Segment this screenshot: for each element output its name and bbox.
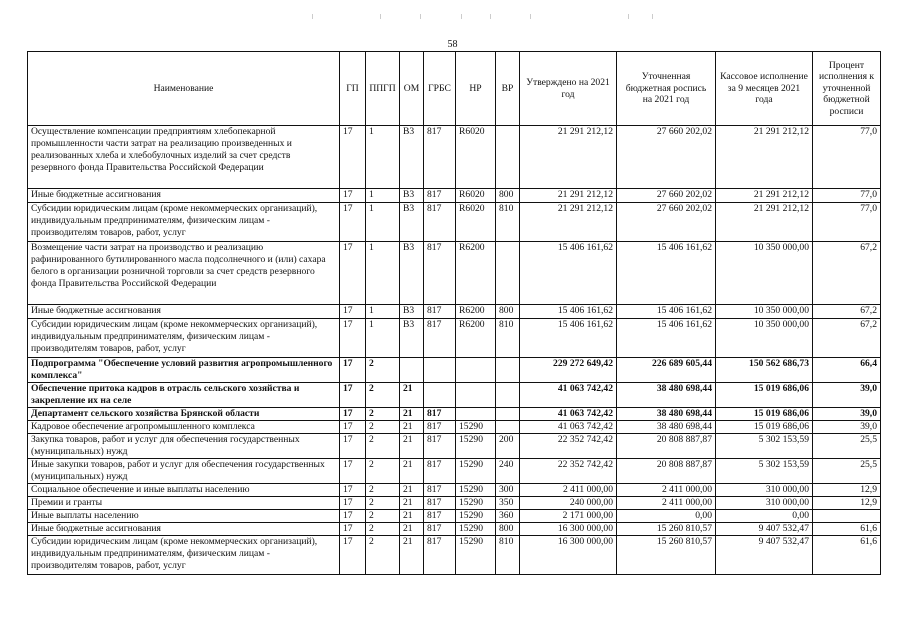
- cell-om: 21: [400, 434, 424, 459]
- cell-grbs: 817: [424, 497, 456, 510]
- cell-np: 15290: [456, 523, 496, 536]
- cell-refined: 38 480 698,44: [617, 421, 716, 434]
- cell-om: В3: [400, 126, 424, 189]
- cell-vr: 240: [496, 459, 520, 484]
- table-row: [28, 421, 881, 434]
- cell-vr: 810: [496, 319, 520, 358]
- cell-gp: 17: [340, 319, 366, 358]
- header-refined: Уточненная бюджетная роспись на 2021 год: [617, 52, 716, 126]
- cell-vr: [496, 421, 520, 434]
- cell-om: 21: [400, 523, 424, 536]
- cell-vr: [496, 408, 520, 421]
- cell-om: 21: [400, 421, 424, 434]
- cell-ppgp: 1: [366, 189, 400, 203]
- cell-vr: [496, 383, 520, 408]
- cell-gp: 17: [340, 459, 366, 484]
- cell-grbs: 817: [424, 203, 456, 242]
- cell-ppgp: 1: [366, 126, 400, 189]
- cell-np: R6020: [456, 203, 496, 242]
- cell-name: Подпрограмма "Обеспечение условий развития агропромышленного комплекса": [28, 358, 340, 383]
- cell-percent: 77,0: [813, 126, 881, 189]
- cell-grbs: 817: [424, 459, 456, 484]
- cell-om: В3: [400, 242, 424, 305]
- cell-cash: 10 350 000,00: [716, 319, 813, 358]
- cell-name: Иные бюджетные ассигнования: [28, 523, 340, 536]
- cell-percent: 61,6: [813, 536, 881, 575]
- cell-percent: 12,9: [813, 484, 881, 497]
- cell-ppgp: 1: [366, 242, 400, 305]
- cell-grbs: 817: [424, 434, 456, 459]
- page-number: 58: [447, 39, 458, 50]
- cell-cash: 15 019 686,06: [716, 421, 813, 434]
- table-row: [28, 203, 881, 242]
- cell-np: 15290: [456, 459, 496, 484]
- header-grbs: ГРБС: [424, 52, 456, 126]
- cell-grbs: 817: [424, 536, 456, 575]
- cell-approved: 41 063 742,42: [520, 421, 617, 434]
- cell-om: [400, 358, 424, 383]
- cell-percent: 39,0: [813, 408, 881, 421]
- cell-gp: 17: [340, 242, 366, 305]
- cell-gp: 17: [340, 421, 366, 434]
- cell-grbs: 817: [424, 523, 456, 536]
- cell-refined: 20 808 887,87: [617, 459, 716, 484]
- cell-np: 15290: [456, 421, 496, 434]
- cell-refined: 20 808 887,87: [617, 434, 716, 459]
- cell-gp: 17: [340, 203, 366, 242]
- cell-approved: 22 352 742,42: [520, 434, 617, 459]
- cell-approved: 229 272 649,42: [520, 358, 617, 383]
- cell-grbs: 817: [424, 484, 456, 497]
- cell-ppgp: 2: [366, 408, 400, 421]
- cell-grbs: 817: [424, 319, 456, 358]
- table-row: [28, 510, 881, 523]
- cell-cash: 10 350 000,00: [716, 242, 813, 305]
- cell-approved: 21 291 212,12: [520, 189, 617, 203]
- header-name: Наименование: [28, 52, 340, 126]
- cell-vr: 810: [496, 203, 520, 242]
- cell-vr: 800: [496, 523, 520, 536]
- table-row: [28, 126, 881, 189]
- cell-name: Социальное обеспечение и иные выплаты населению: [28, 484, 340, 497]
- cell-percent: 12,9: [813, 497, 881, 510]
- cell-refined: 38 480 698,44: [617, 408, 716, 421]
- table-header-row: [28, 52, 881, 126]
- cell-grbs: 817: [424, 305, 456, 319]
- header-vr: ВР: [496, 52, 520, 126]
- cell-ppgp: 2: [366, 497, 400, 510]
- cell-ppgp: 2: [366, 358, 400, 383]
- cell-approved: 16 300 000,00: [520, 536, 617, 575]
- cell-vr: 800: [496, 189, 520, 203]
- cell-ppgp: 1: [366, 203, 400, 242]
- table-row: [28, 484, 881, 497]
- cell-grbs: [424, 383, 456, 408]
- cell-approved: 21 291 212,12: [520, 126, 617, 189]
- cell-np: R6200: [456, 319, 496, 358]
- cell-percent: [813, 510, 881, 523]
- cell-approved: 41 063 742,42: [520, 408, 617, 421]
- cell-ppgp: 2: [366, 434, 400, 459]
- cell-om: В3: [400, 189, 424, 203]
- cell-approved: 21 291 212,12: [520, 203, 617, 242]
- cell-ppgp: 2: [366, 459, 400, 484]
- cell-vr: [496, 242, 520, 305]
- header-om: ОМ: [400, 52, 424, 126]
- cell-gp: 17: [340, 484, 366, 497]
- cell-percent: 25,5: [813, 459, 881, 484]
- table-row: [28, 408, 881, 421]
- cell-gp: 17: [340, 536, 366, 575]
- cell-om: 21: [400, 408, 424, 421]
- cell-name: Премии и гранты: [28, 497, 340, 510]
- cell-name: Осуществление компенсации предприятиям хлебопекарной промышленности части затрат на реализацию произведенных и реализованных хлеба и хлебобулочных изделий за счет средств резервного фонда Правительства Российской Федерации: [28, 126, 340, 189]
- cell-refined: 0,00: [617, 510, 716, 523]
- cell-percent: 67,2: [813, 319, 881, 358]
- cell-grbs: 817: [424, 421, 456, 434]
- cell-gp: 17: [340, 523, 366, 536]
- cell-ppgp: 2: [366, 536, 400, 575]
- cell-ppgp: 1: [366, 305, 400, 319]
- table-row: [28, 305, 881, 319]
- cell-cash: 0,00: [716, 510, 813, 523]
- cell-om: 21: [400, 383, 424, 408]
- table-row: [28, 523, 881, 536]
- cell-name: Возмещение части затрат на производство и реализацию рафинированного бутилированного масла подсолнечного и (или) сахара белого в организации розничной торговли за счет средств резервного фонда Правительства Российской Федерации: [28, 242, 340, 305]
- cell-ppgp: 2: [366, 523, 400, 536]
- cell-percent: 77,0: [813, 189, 881, 203]
- cell-om: 21: [400, 536, 424, 575]
- cell-cash: 21 291 212,12: [716, 126, 813, 189]
- table-row: [28, 319, 881, 358]
- cell-refined: 38 480 698,44: [617, 383, 716, 408]
- header-np: НР: [456, 52, 496, 126]
- cell-approved: 240 000,00: [520, 497, 617, 510]
- cell-vr: 300: [496, 484, 520, 497]
- cell-ppgp: 2: [366, 383, 400, 408]
- cell-ppgp: 1: [366, 319, 400, 358]
- cell-approved: 2 171 000,00: [520, 510, 617, 523]
- cell-om: В3: [400, 203, 424, 242]
- cell-gp: 17: [340, 434, 366, 459]
- cell-refined: 15 406 161,62: [617, 242, 716, 305]
- table-row: [28, 459, 881, 484]
- table-row: [28, 358, 881, 383]
- cell-np: R6020: [456, 126, 496, 189]
- table-row: [28, 383, 881, 408]
- header-percent: Процент исполнения к уточненной бюджетной росписи: [813, 52, 881, 126]
- table-row: [28, 242, 881, 305]
- cell-vr: 360: [496, 510, 520, 523]
- scan-top-marks: [0, 14, 905, 20]
- cell-approved: 2 411 000,00: [520, 484, 617, 497]
- cell-grbs: 817: [424, 408, 456, 421]
- cell-np: 15290: [456, 510, 496, 523]
- cell-om: 21: [400, 497, 424, 510]
- cell-cash: 9 407 532,47: [716, 536, 813, 575]
- cell-name: Департамент сельского хозяйства Брянской области: [28, 408, 340, 421]
- cell-om: В3: [400, 305, 424, 319]
- cell-cash: 9 407 532,47: [716, 523, 813, 536]
- cell-refined: 15 260 810,57: [617, 536, 716, 575]
- cell-gp: 17: [340, 497, 366, 510]
- cell-cash: 310 000,00: [716, 484, 813, 497]
- cell-vr: 350: [496, 497, 520, 510]
- cell-grbs: [424, 358, 456, 383]
- cell-name: Субсидии юридическим лицам (кроме некоммерческих организаций), индивидуальным предпринимателям, физическим лицам - производителям товаров, работ, услуг: [28, 536, 340, 575]
- cell-grbs: 817: [424, 126, 456, 189]
- table-row: [28, 536, 881, 575]
- cell-percent: 66,4: [813, 358, 881, 383]
- cell-gp: 17: [340, 126, 366, 189]
- cell-np: [456, 408, 496, 421]
- cell-np: 15290: [456, 536, 496, 575]
- cell-np: 15290: [456, 434, 496, 459]
- cell-approved: 16 300 000,00: [520, 523, 617, 536]
- cell-cash: 21 291 212,12: [716, 203, 813, 242]
- cell-om: 21: [400, 484, 424, 497]
- cell-name: Кадровое обеспечение агропромышленного комплекса: [28, 421, 340, 434]
- cell-percent: 25,5: [813, 434, 881, 459]
- cell-percent: 39,0: [813, 421, 881, 434]
- cell-name: Закупка товаров, работ и услуг для обеспечения государственных (муниципальных) нужд: [28, 434, 340, 459]
- cell-cash: 15 019 686,06: [716, 408, 813, 421]
- cell-om: 21: [400, 510, 424, 523]
- cell-refined: 27 660 202,02: [617, 189, 716, 203]
- cell-np: R6020: [456, 189, 496, 203]
- cell-approved: 41 063 742,42: [520, 383, 617, 408]
- cell-percent: 67,2: [813, 305, 881, 319]
- cell-np: [456, 358, 496, 383]
- cell-cash: 310 000,00: [716, 497, 813, 510]
- cell-om: 21: [400, 459, 424, 484]
- cell-np: 15290: [456, 484, 496, 497]
- table-row: [28, 497, 881, 510]
- cell-grbs: 817: [424, 242, 456, 305]
- cell-np: R6200: [456, 242, 496, 305]
- cell-cash: 5 302 153,59: [716, 459, 813, 484]
- cell-approved: 15 406 161,62: [520, 305, 617, 319]
- cell-np: R6200: [456, 305, 496, 319]
- cell-name: Субсидии юридическим лицам (кроме некоммерческих организаций), индивидуальным предпринимателям, физическим лицам - производителям товаров, работ, услуг: [28, 203, 340, 242]
- cell-vr: 800: [496, 305, 520, 319]
- cell-gp: 17: [340, 510, 366, 523]
- cell-gp: 17: [340, 358, 366, 383]
- cell-cash: 150 562 686,73: [716, 358, 813, 383]
- table-row: [28, 434, 881, 459]
- cell-np: [456, 383, 496, 408]
- cell-percent: 67,2: [813, 242, 881, 305]
- budget-table: [27, 51, 881, 575]
- header-cash: Кассовое исполнение за 9 месяцев 2021 года: [716, 52, 813, 126]
- cell-refined: 2 411 000,00: [617, 497, 716, 510]
- cell-ppgp: 2: [366, 510, 400, 523]
- cell-ppgp: 2: [366, 484, 400, 497]
- cell-name: Иные бюджетные ассигнования: [28, 305, 340, 319]
- cell-name: Иные выплаты населению: [28, 510, 340, 523]
- table-row: [28, 189, 881, 203]
- cell-om: В3: [400, 319, 424, 358]
- cell-name: Субсидии юридическим лицам (кроме некоммерческих организаций), индивидуальным предпринимателям, физическим лицам - производителям товаров, работ, услуг: [28, 319, 340, 358]
- cell-cash: 5 302 153,59: [716, 434, 813, 459]
- cell-ppgp: 2: [366, 421, 400, 434]
- cell-vr: [496, 358, 520, 383]
- cell-approved: 15 406 161,62: [520, 319, 617, 358]
- cell-gp: 17: [340, 189, 366, 203]
- cell-gp: 17: [340, 383, 366, 408]
- cell-percent: 39,0: [813, 383, 881, 408]
- cell-refined: 15 406 161,62: [617, 305, 716, 319]
- cell-refined: 2 411 000,00: [617, 484, 716, 497]
- cell-refined: 27 660 202,02: [617, 203, 716, 242]
- cell-cash: 10 350 000,00: [716, 305, 813, 319]
- header-approved: Утверждено на 2021 год: [520, 52, 617, 126]
- cell-refined: 15 406 161,62: [617, 319, 716, 358]
- cell-approved: 15 406 161,62: [520, 242, 617, 305]
- cell-name: Иные бюджетные ассигнования: [28, 189, 340, 203]
- cell-np: 15290: [456, 497, 496, 510]
- cell-percent: 77,0: [813, 203, 881, 242]
- cell-cash: 15 019 686,06: [716, 383, 813, 408]
- cell-refined: 15 260 810,57: [617, 523, 716, 536]
- cell-cash: 21 291 212,12: [716, 189, 813, 203]
- cell-vr: 200: [496, 434, 520, 459]
- cell-gp: 17: [340, 408, 366, 421]
- cell-vr: [496, 126, 520, 189]
- cell-refined: 27 660 202,02: [617, 126, 716, 189]
- cell-approved: 22 352 742,42: [520, 459, 617, 484]
- cell-refined: 226 689 605,44: [617, 358, 716, 383]
- cell-percent: 61,6: [813, 523, 881, 536]
- cell-name: Иные закупки товаров, работ и услуг для обеспечения государственных (муниципальных) нужд: [28, 459, 340, 484]
- header-ppgp: ППГП: [366, 52, 400, 126]
- cell-gp: 17: [340, 305, 366, 319]
- cell-grbs: 817: [424, 189, 456, 203]
- cell-grbs: 817: [424, 510, 456, 523]
- cell-vr: 810: [496, 536, 520, 575]
- cell-name: Обеспечение притока кадров в отрасль сельского хозяйства и закрепление их на селе: [28, 383, 340, 408]
- header-gp: ГП: [340, 52, 366, 126]
